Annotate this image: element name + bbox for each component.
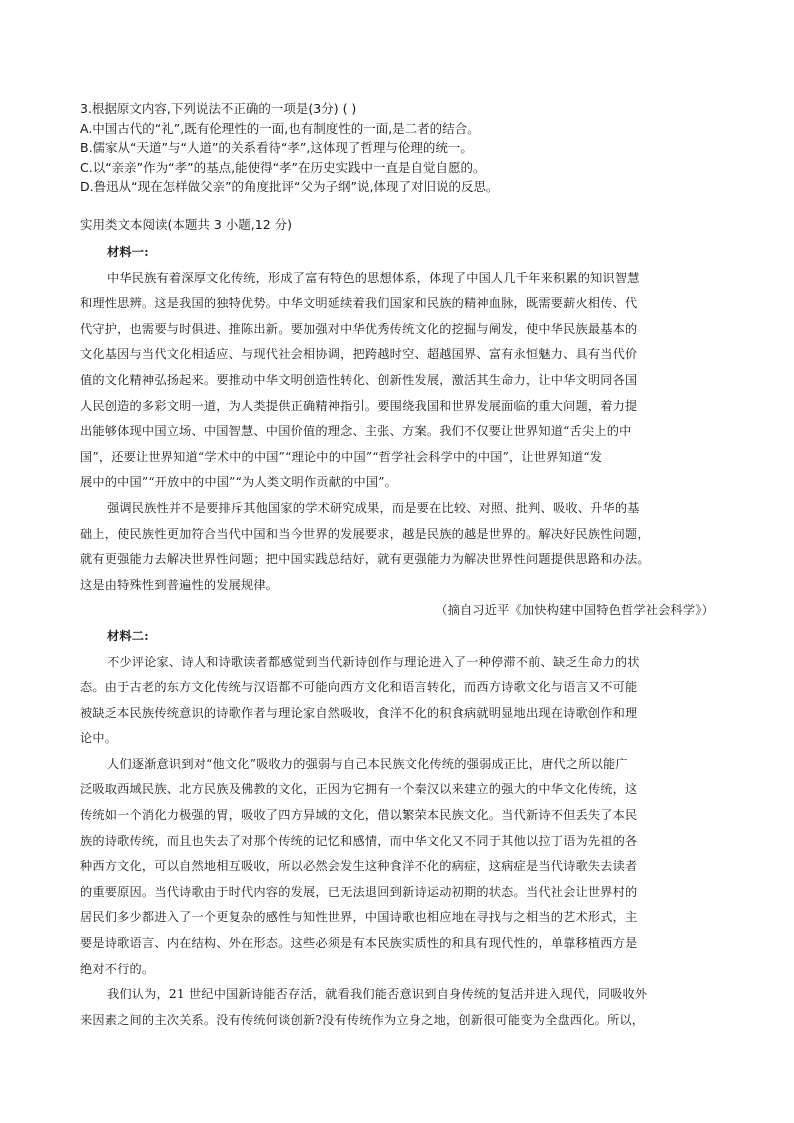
text-line: 绝对不行的。 bbox=[80, 961, 155, 976]
material-2-paragraph-2 bbox=[80, 752, 720, 982]
text-line: 传统如一个消化力极强的胃，吸收了四方异域的文化，借以繁荣本民族文化。当代新诗不但丢失了本民 bbox=[80, 808, 638, 823]
text-line: 强调民族性并不是要排斥其他国家的学术研究成果，而是要在比较、对照、批判、吸收、升华的基 bbox=[107, 500, 640, 515]
text-line: 被缺乏本民族传统意识的诗歌作者与理论家自然吸收，食洋不化的积食病就明显地出现在诗歌创作和理 bbox=[80, 705, 638, 720]
option-d: D.鲁迅从“现在怎样做父亲”的角度批评“父为子纲”说,体现了对旧说的反思。 bbox=[80, 179, 499, 194]
text-line: 国”，还要让世界知道“学术中的中国”“理论中的中国”“哲学社会科学中的中国”，让世界知道“发 bbox=[80, 449, 603, 464]
text-line: 泛吸取西域民族、北方民族及佛教的文化，正因为它拥有一个秦汉以来建立的强大的中华文化传统，这 bbox=[80, 782, 638, 797]
text-line: 础上，使民族性更加符合当代中国和当今世界的发展要求，越是民族的越是世界的。解决好民族性问题， bbox=[80, 526, 650, 541]
material-1-heading: 材料一: bbox=[107, 245, 149, 259]
option-a: A.中国古代的“礼”,既有伦理性的一面,也有制度性的一面,是二者的结合。 bbox=[80, 120, 480, 136]
material-1-source: （摘自习近平《加快构建中国特色哲学社会科学》） bbox=[435, 603, 714, 618]
text-line: 这是由特殊性到普遍性的发展规律。 bbox=[80, 577, 279, 592]
text-line: 出能够体现中国立场、中国智慧、中国价值的理念、主张、方案。我们不仅要让世界知道“舌尖上的中 bbox=[80, 424, 632, 439]
text-line: 不少评论家、诗人和诗歌读者都感觉到当代新诗创作与理论进入了一种停滞不前、缺乏生命力的状 bbox=[107, 654, 640, 669]
material-2-heading: 材料二: bbox=[107, 628, 149, 643]
text-line: 和理性思辨。这是我国的独特优势。中华文明延续着我们国家和民族的精神血脉，既需要薪火相传、代 bbox=[80, 296, 638, 311]
text-line: 族的诗歌传统，而且也失去了对那个传统的记忆和感情，而中华文化又不同于其他以拉丁语为先祖的各 bbox=[80, 833, 638, 848]
text-line: 展中的中国”“开放中的中国”“为人类文明作贡献的中国”。 bbox=[80, 475, 398, 490]
option-b: B.儒家从“天道”与“人道”的关系看待“孝”,这体现了哲理与伦理的统一。 bbox=[80, 140, 473, 155]
material-1-paragraph-2 bbox=[80, 496, 720, 598]
section-title: 实用类文本阅读(本题共 3 小题,12 分) bbox=[80, 217, 293, 232]
reading-passage bbox=[80, 240, 720, 1033]
option-c: C.以“亲亲”作为“孝”的基点,能使得“孝”在历史实践中一直是自觉自愿的。 bbox=[80, 159, 486, 175]
text-line: 态。由于古老的东方文化传统与汉语都不可能向西方文化和语言转化，而西方诗歌文化与语言又不可能 bbox=[80, 680, 638, 695]
text-line: 人民创造的多彩文明一道，为人类提供正确精神指引。要围绕我国和世界发展面临的重大问题，着力提 bbox=[80, 398, 638, 413]
question-stem: 3.根据原文内容,下列说法不正确的一项是(3分) ( ) bbox=[80, 101, 357, 116]
text-line: 中华民族有着深厚文化传统，形成了富有特色的思想体系，体现了中国人几千年来积累的知识智慧 bbox=[107, 270, 640, 285]
material-1-paragraph-1 bbox=[80, 266, 720, 496]
text-line: 代守护，也需要与时俱进、推陈出新。要加强对中华优秀传统文化的挖掘与阐发，使中华民族最基本的 bbox=[80, 321, 638, 336]
text-line: 的重要原因。当代诗歌由于时代内容的发展，已无法退回到新诗运动初期的状态。当代社会让世界村的 bbox=[80, 884, 638, 899]
text-line: 文化基因与当代文化相适应、与现代社会相协调，把跨越时空、超越国界、富有永恒魅力、具有当代价 bbox=[80, 347, 638, 362]
material-2-paragraph-1 bbox=[80, 650, 720, 752]
text-line: 种西方文化，可以自然地相互吸收，所以必然会发生这种食洋不化的病症，这病症是当代诗歌失去读者 bbox=[80, 859, 638, 874]
text-line: 论中。 bbox=[80, 731, 118, 746]
text-line: 就有更强能力去解决世界性问题；把中国实践总结好，就有更强能力为解决世界性问题提供思路和办法。 bbox=[80, 552, 650, 567]
text-line: 来因素之间的主次关系。没有传统何谈创新?没有传统作为立身之地，创新很可能变为全盘西化。所以， bbox=[80, 1012, 645, 1027]
text-line: 人们逐渐意识到对“他文化”吸收力的强弱与自己本民族文化传统的强弱成正比，唐代之所以能广 bbox=[107, 756, 628, 771]
question-3 bbox=[80, 99, 720, 197]
text-line: 居民们多少都进入了一个更复杂的感性与知性世界，中国诗歌也相应地在寻找与之相当的艺术形式，主 bbox=[80, 910, 638, 925]
text-line: 要是诗歌语言、内在结构、外在形态。这些必须是有本民族实质性的和具有现代性的，单靠移植西方是 bbox=[80, 936, 638, 951]
material-2-paragraph-3 bbox=[80, 982, 720, 1033]
text-line: 值的文化精神弘扬起来。要推动中华文明创造性转化、创新性发展，激活其生命力，让中华文明同各国 bbox=[80, 372, 638, 387]
text-line: 我们认为，21 世纪中国新诗能否存活，就看我们能否意识到自身传统的复活并进入现代，同吸收外 bbox=[107, 987, 648, 1002]
